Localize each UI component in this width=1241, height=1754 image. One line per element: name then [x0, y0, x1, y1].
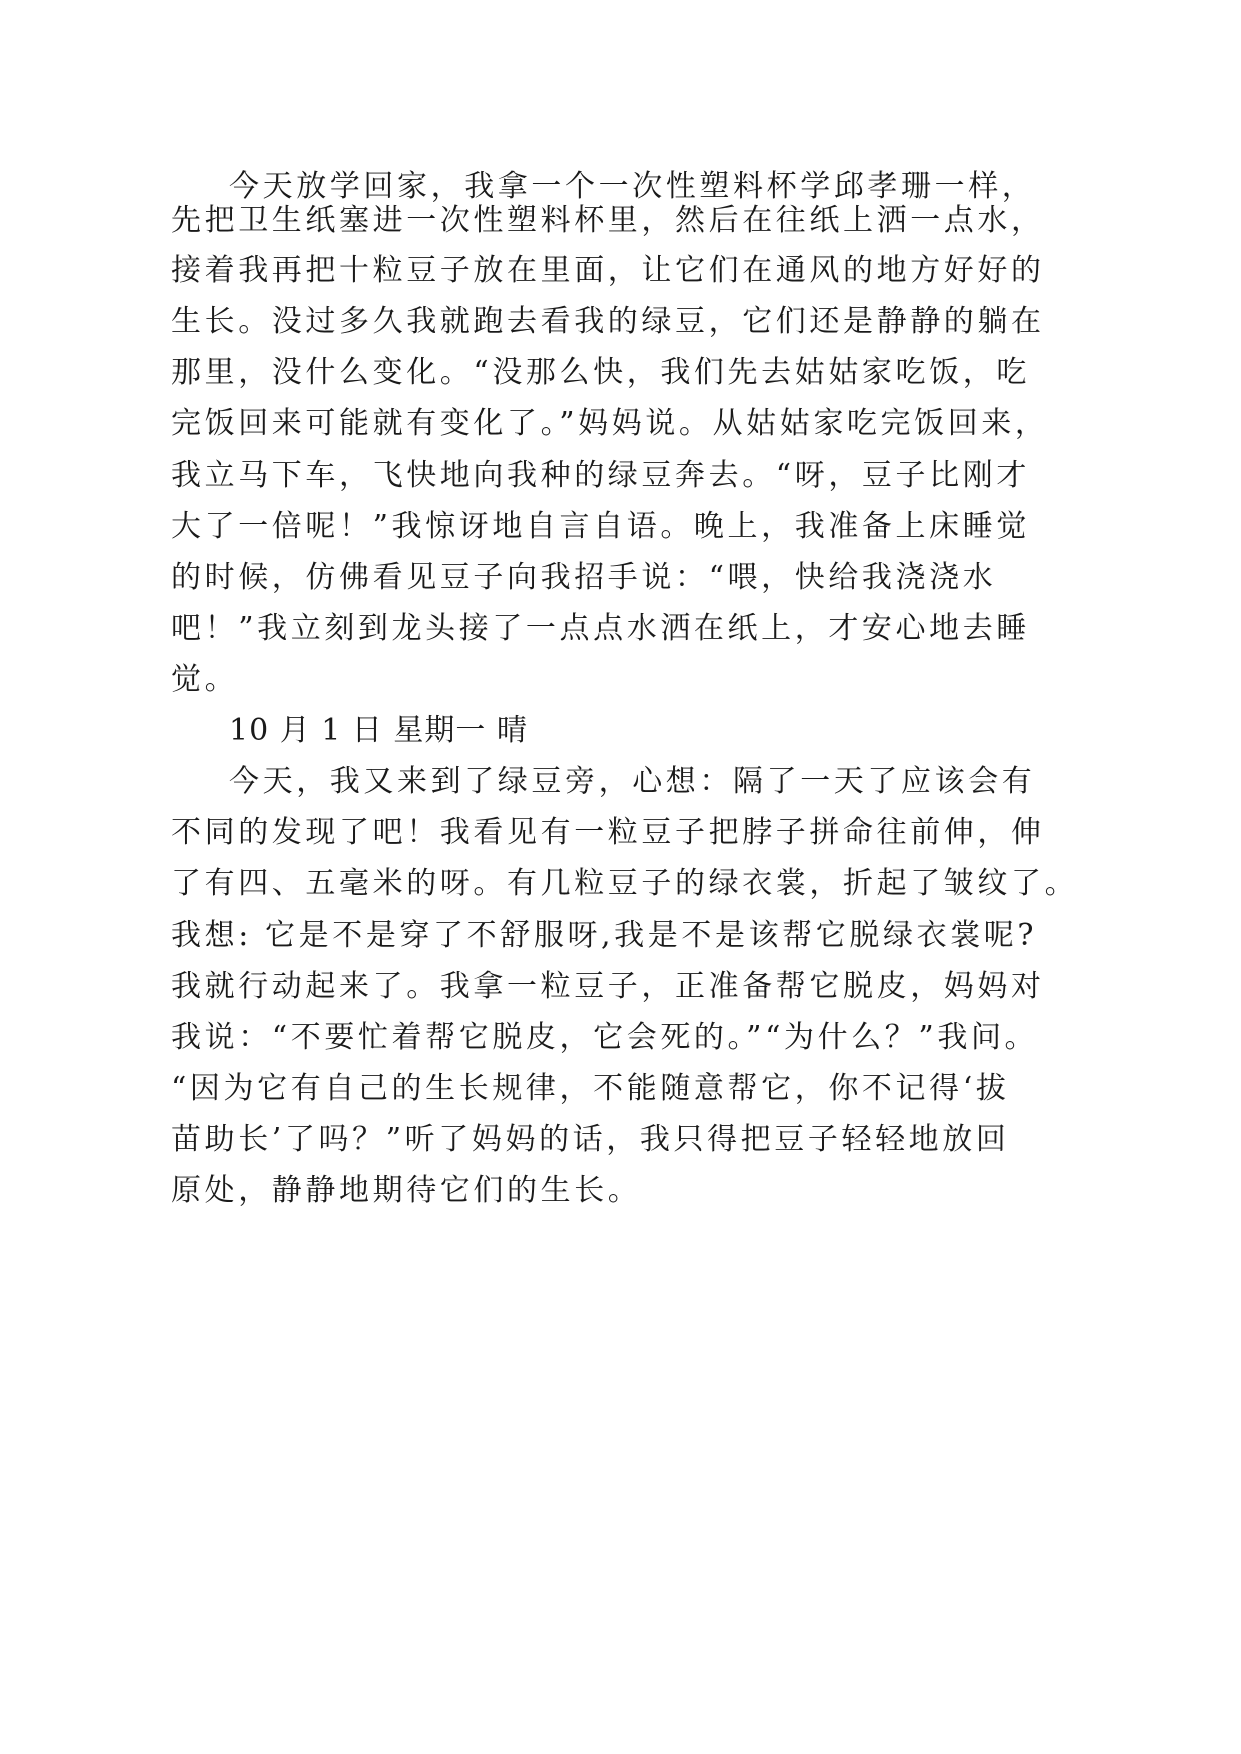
paragraph-2-line-4: 我想: 它是不是穿了不舒服呀,我是不是该帮它脱绿衣裳呢? — [171, 918, 1038, 953]
paragraph-2-line-8: 苗助长’了吗？”听了妈妈的话，我只得把豆子轻轻地放回 — [171, 1122, 1010, 1157]
paragraph-2-line-7: “因为它有自己的生长规律，不能随意帮它，你不记得‘拔 — [171, 1071, 1010, 1106]
paragraph-2-line-6: 我说：“不要忙着帮它脱皮，它会死的。”“为什么？”我问。 — [171, 1020, 1039, 1055]
paragraph-1-line-3: 接着我再把十粒豆子放在里面，让它们在通风的地方好好的 — [171, 253, 1045, 288]
paragraph-1-line-10: 吧！”我立刻到龙头接了一点点水洒在纸上，才安心地去睡 — [171, 611, 1030, 646]
paragraph-1-line-5: 那里，没什么变化。“没那么快，我们先去姑姑家吃饭，吃 — [171, 355, 1030, 390]
paragraph-1-line-4: 生长。没过多久我就跑去看我的绿豆，它们还是静静的躺在 — [171, 304, 1045, 339]
date-heading: 10 月 1 日 星期一 晴 — [229, 713, 528, 748]
paragraph-1-line-11: 觉。 — [171, 662, 239, 697]
paragraph-2-line-3: 了有四、五毫米的呀。有几粒豆子的绿衣裳，折起了皱纹了。 — [171, 866, 1079, 901]
paragraph-1-line-7: 我立马下车，飞快地向我种的绿豆奔去。“呀，豆子比刚才 — [171, 458, 1030, 493]
paragraph-2-line-9: 原处，静静地期待它们的生长。 — [171, 1173, 642, 1208]
paragraph-2-line-2: 不同的发现了吧！我看见有一粒豆子把脖子拼命往前伸，伸 — [171, 815, 1045, 850]
paragraph-1-line-9: 的时候，仿佛看见豆子向我招手说：“喂，快给我浇浇水 — [171, 560, 997, 595]
paragraph-1-line-6: 完饭回来可能就有变化了。”妈妈说。从姑姑家吃完饭回来， — [171, 406, 1049, 441]
paragraph-2-line-5: 我就行动起来了。我拿一粒豆子，正准备帮它脱皮，妈妈对 — [171, 969, 1045, 1004]
paragraph-1-line-2: 先把卫生纸塞进一次性塑料杯里，然后在往纸上洒一点水， — [171, 203, 1045, 238]
paragraph-1-line-8: 大了一倍呢！”我惊讶地自言自语。晚上，我准备上床睡觉 — [171, 509, 1030, 544]
paragraph-2-line-1: 今天，我又来到了绿豆旁，心想：隔了一天了应该会有 — [229, 764, 1036, 799]
paragraph-1-line-1: 今天放学回家，我拿一个一次性塑料杯学邱孝珊一样， — [229, 169, 1036, 204]
